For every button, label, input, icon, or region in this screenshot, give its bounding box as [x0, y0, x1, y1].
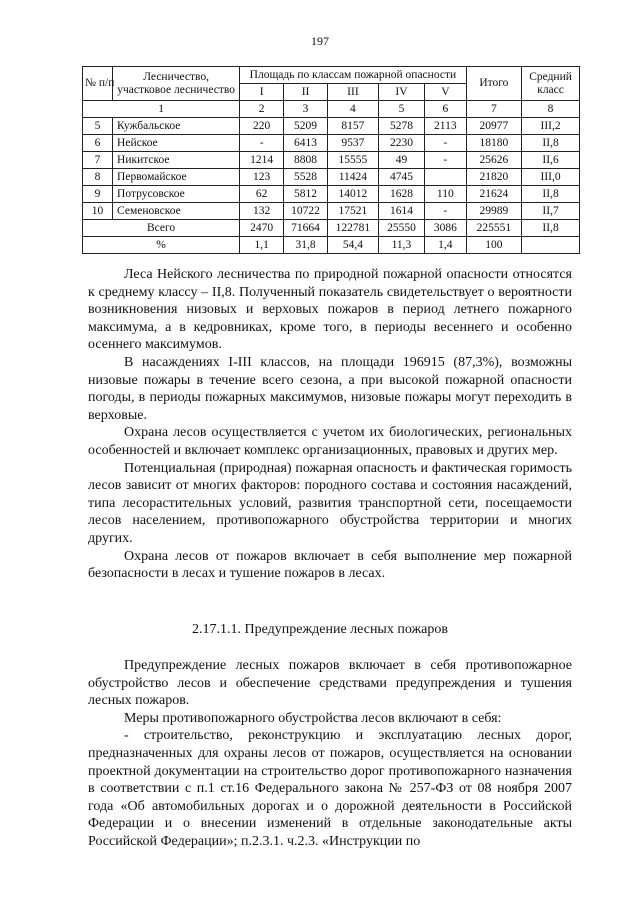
cell: Кужбальское [113, 118, 240, 135]
paragraph: Охрана лесов от пожаров включает в себя выполнение мер пожарной безопасности в лесах и тушение пожаров в лесах. [88, 548, 572, 582]
table-row [83, 203, 580, 220]
cell: 17521 [327, 203, 378, 220]
cell: III,0 [522, 169, 580, 186]
cell: 14012 [327, 186, 378, 203]
cell: - [240, 135, 284, 152]
header-num: № п/п [83, 67, 113, 101]
cell: 5278 [378, 118, 424, 135]
cell: 6 [83, 135, 113, 152]
cell [425, 169, 467, 186]
table-total-row [83, 220, 580, 237]
page-number: 197 [311, 34, 329, 48]
cell: 6413 [284, 135, 328, 152]
col-number: 2 [240, 101, 284, 118]
cell: Всего [83, 220, 240, 237]
cell: 9537 [327, 135, 378, 152]
col-number: 8 [522, 101, 580, 118]
table-row [83, 186, 580, 203]
table-row [83, 169, 580, 186]
cell: 11424 [327, 169, 378, 186]
cell: Первомайское [113, 169, 240, 186]
header-area-group: Площадь по классам пожарной опасности [240, 67, 466, 84]
cell: 1,4 [425, 237, 467, 254]
header-avg-class: Средний класс [522, 67, 580, 101]
cell: III,2 [522, 118, 580, 135]
cell: 122781 [327, 220, 378, 237]
cell: 71664 [284, 220, 328, 237]
cell: II,8 [522, 220, 580, 237]
cell: 10 [83, 203, 113, 220]
cell: Нейское [113, 135, 240, 152]
cell: - [425, 135, 467, 152]
cell: 5 [83, 118, 113, 135]
cell: 11,3 [378, 237, 424, 254]
cell: II,6 [522, 152, 580, 169]
cell: Никитское [113, 152, 240, 169]
body-section-1 [88, 266, 572, 583]
cell: 25550 [378, 220, 424, 237]
cell: Потрусовское [113, 186, 240, 203]
header-class: V [425, 84, 467, 101]
cell: 21820 [466, 169, 521, 186]
cell: II,8 [522, 186, 580, 203]
cell: 132 [240, 203, 284, 220]
cell: 8808 [284, 152, 328, 169]
cell: 10722 [284, 203, 328, 220]
cell: II,8 [522, 135, 580, 152]
section-heading: 2.17.1.1. Предупреждение лесных пожаров [192, 622, 448, 637]
cell: 15555 [327, 152, 378, 169]
cell: Семеновское [113, 203, 240, 220]
cell: 110 [425, 186, 467, 203]
cell: 1214 [240, 152, 284, 169]
cell: 62 [240, 186, 284, 203]
header-forestry: Лесничество, участковое лесничество [113, 67, 240, 101]
cell: 7 [83, 152, 113, 169]
cell: 3086 [425, 220, 467, 237]
table-row [83, 118, 580, 135]
cell: 225551 [466, 220, 521, 237]
cell: 2230 [378, 135, 424, 152]
col-number: 1 [83, 101, 240, 118]
paragraph: - строительство, реконструкцию и эксплуатацию лесных дорог, предназначенных для охраны лесов от пожаров, осуществляется на основании проектной документации на строительство дорог противопожарного назначения в соответствии с п.1 ст.16 Федерального закона № 257-ФЗ от 08 ноября 2007 года «Об автомобильных дорогах и о дорожной деятельности в Российской Федерации и о внесении изменений в отдельные законодательные акты Российской Федерации»; п.2.3.1. ч.2.3. «Инструкции по [88, 728, 572, 849]
body-section-2 [88, 657, 572, 851]
cell: 1628 [378, 186, 424, 203]
cell: - [425, 203, 467, 220]
cell: 5209 [284, 118, 328, 135]
cell: % [83, 237, 240, 254]
cell: 8 [83, 169, 113, 186]
table-row [83, 152, 580, 169]
header-class: IV [378, 84, 424, 101]
cell: 9 [83, 186, 113, 203]
header-class: I [240, 84, 284, 101]
table-row [83, 135, 580, 152]
cell: 1,1 [240, 237, 284, 254]
col-number: 7 [466, 101, 521, 118]
cell: 18180 [466, 135, 521, 152]
cell: 25626 [466, 152, 521, 169]
cell: 31,8 [284, 237, 328, 254]
cell: 100 [466, 237, 521, 254]
paragraph: Леса Нейского лесничества по природной пожарной опасности относятся к среднему классу – II,8. Полученный показатель свидетельствует о вероятности возникновения низовых и верховых пожаров в период летнего пожарного максимума, а в кедровниках, кроме того, в периоды весеннего и особенно осеннего максимумов. [88, 267, 572, 353]
cell: 29989 [466, 203, 521, 220]
col-number: 4 [327, 101, 378, 118]
col-number: 3 [284, 101, 328, 118]
cell: 1614 [378, 203, 424, 220]
cell: 4745 [378, 169, 424, 186]
paragraph: В насаждениях I-III классов, на площади 196915 (87,3%), возможны низовые пожары в течение всего сезона, а при высокой пожарной опасности погоды, в периоды пожарных максимумов, низовые пожары могут переходить в верховые. [88, 354, 572, 423]
cell [522, 237, 580, 254]
cell: 5528 [284, 169, 328, 186]
cell: 8157 [327, 118, 378, 135]
cell: 123 [240, 169, 284, 186]
cell: 21624 [466, 186, 521, 203]
header-total: Итого [466, 67, 521, 101]
table-percent-row [83, 237, 580, 254]
column-number-row [83, 101, 580, 118]
cell: 5812 [284, 186, 328, 203]
header-class: II [284, 84, 328, 101]
cell: 20977 [466, 118, 521, 135]
cell: 49 [378, 152, 424, 169]
paragraph: Потенциальная (природная) пожарная опасность и фактическая горимость лесов зависит от многих факторов: породного состава и состояния насаждений, типа лесорастительных условий, развития транспортной сети, посещаемости лесов населением, противопожарного обустройства территории и многих других. [88, 460, 572, 546]
paragraph: Охрана лесов осуществляется с учетом их биологических, региональных особенностей и включает комплекс организационных, правовых и других мер. [88, 425, 572, 458]
paragraph: Меры противопожарного обустройства лесов включают в себя: [124, 710, 502, 726]
cell: II,7 [522, 203, 580, 220]
cell: 2470 [240, 220, 284, 237]
cell: 54,4 [327, 237, 378, 254]
header-class: III [327, 84, 378, 101]
cell: - [425, 152, 467, 169]
col-number: 5 [378, 101, 424, 118]
cell: 220 [240, 118, 284, 135]
paragraph: Предупреждение лесных пожаров включает в себя противопожарное обустройство лесов и обеспечение средствами предупреждения и тушения лесных пожаров. [88, 658, 572, 709]
fire-hazard-table [82, 66, 580, 254]
table-header-row [83, 67, 580, 84]
col-number: 6 [425, 101, 467, 118]
cell: 2113 [425, 118, 467, 135]
